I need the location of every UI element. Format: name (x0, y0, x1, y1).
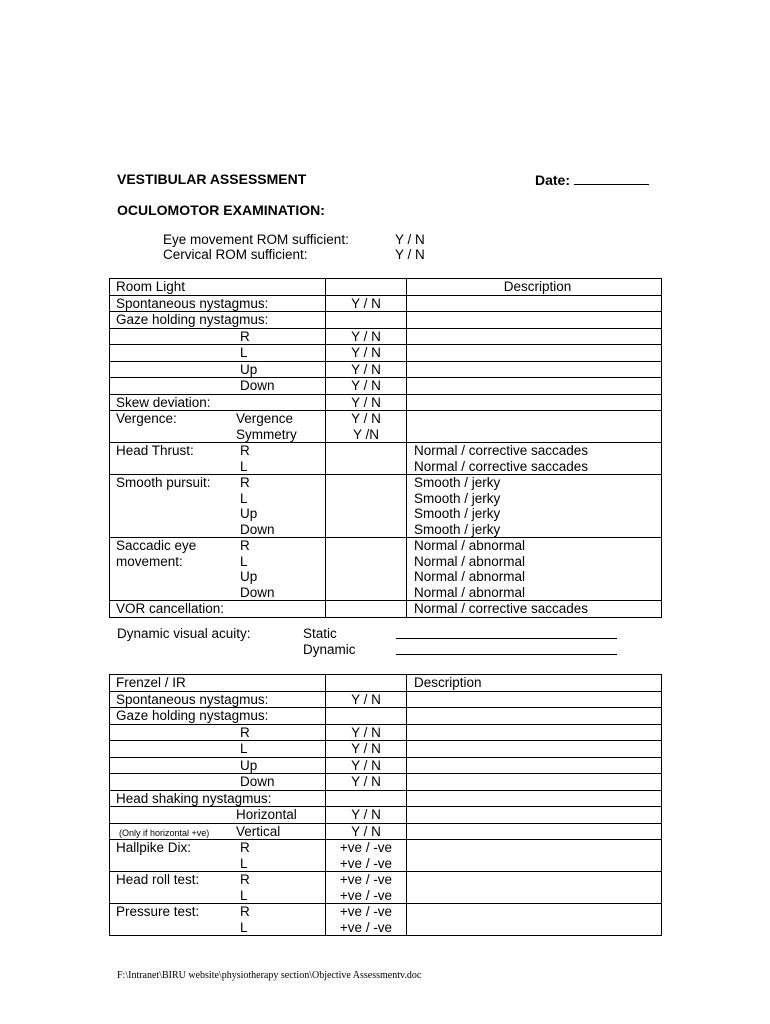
frenzel-description-header: Description (407, 675, 662, 692)
skew-deviation-yn[interactable]: Y / N (326, 394, 407, 411)
f-gaze-down-desc[interactable] (407, 774, 662, 791)
room-light-header: Room Light (110, 279, 326, 296)
symmetry-sub-label: Symmetry (236, 426, 297, 442)
vergence-label: Vergence: (116, 411, 177, 426)
vergence-yn-cell (326, 411, 407, 443)
f-gaze-down-row (110, 774, 326, 791)
f-gaze-up-row (110, 757, 326, 774)
saccadic-down: Down (240, 584, 275, 600)
f-gaze-up-yn[interactable]: Y / N (326, 757, 407, 774)
head-shaking-vertical-label: Vertical (236, 823, 281, 839)
head-roll-val-l[interactable]: +ve / -ve (339, 887, 393, 903)
saccadic-desc-r[interactable]: Normal / abnormal (414, 538, 526, 553)
head-shaking-vertical-desc[interactable] (407, 823, 662, 840)
prelim-value-eye-rom[interactable]: Y / N (395, 232, 425, 247)
f-gaze-empty (326, 708, 407, 725)
gaze-down-desc[interactable] (407, 378, 662, 395)
head-shaking-vertical-row (110, 823, 326, 840)
head-roll-label: Head roll test: (116, 872, 200, 887)
smooth-pursuit-desc-r[interactable]: Smooth / jerky (414, 475, 501, 490)
saccadic-desc-up[interactable]: Normal / abnormal (414, 569, 526, 584)
head-thrust-label: Head Thrust: (116, 443, 194, 458)
pressure-val-l[interactable]: +ve / -ve (339, 919, 393, 935)
gaze-holding-label: Gaze holding nystagmus: (110, 312, 326, 329)
f-gaze-r-desc[interactable] (407, 724, 662, 741)
f-gaze-up-label: Up (240, 757, 258, 773)
head-thrust-cell (110, 443, 326, 475)
gaze-l-yn[interactable]: Y / N (326, 345, 407, 362)
gaze-holding-desc[interactable] (407, 312, 662, 329)
vergence-yn[interactable]: Y / N (351, 411, 381, 426)
frenzel-header: Frenzel / IR (110, 675, 326, 692)
smooth-pursuit-down: Down (240, 521, 275, 537)
hallpike-cell (110, 840, 326, 872)
gaze-down-label: Down (240, 378, 275, 393)
f-gaze-l-label: L (240, 741, 248, 756)
head-roll-cell (110, 872, 326, 904)
saccadic-up: Up (240, 569, 258, 584)
f-spontaneous-desc[interactable] (407, 691, 662, 708)
head-thrust-desc-l[interactable]: Normal / corrective saccades (414, 458, 589, 474)
smooth-pursuit-desc-l[interactable]: Smooth / jerky (414, 490, 501, 506)
smooth-pursuit-l: L (240, 490, 248, 506)
hallpike-label: Hallpike Dix: (116, 840, 192, 855)
saccadic-label-1: Saccadic eye (116, 538, 197, 553)
f-gaze-r-row (110, 724, 326, 741)
dva-static-label: Static (303, 626, 337, 641)
head-shaking-horizontal-row (110, 807, 326, 824)
smooth-pursuit-r: R (240, 475, 250, 490)
gaze-down-row (110, 378, 326, 395)
f-gaze-desc[interactable] (407, 708, 662, 725)
section-title: OCULOMOTOR EXAMINATION: (117, 202, 325, 218)
saccadic-label-2: movement: (116, 553, 183, 569)
vor-cancellation-yn[interactable] (326, 601, 407, 618)
dva-dynamic-label: Dynamic (303, 642, 356, 657)
date-field[interactable] (535, 171, 649, 188)
saccadic-cell (110, 538, 326, 601)
head-roll-val-r[interactable]: +ve / -ve (339, 872, 393, 887)
vor-cancellation-desc[interactable]: Normal / corrective saccades (407, 601, 662, 618)
f-gaze-l-desc[interactable] (407, 741, 662, 758)
f-gaze-up-desc[interactable] (407, 757, 662, 774)
f-gaze-l-yn[interactable]: Y / N (326, 741, 407, 758)
room-light-header-col2 (326, 279, 407, 296)
pressure-val-cell (326, 904, 407, 936)
f-gaze-down-label: Down (240, 774, 275, 789)
f-spontaneous-label: Spontaneous nystagmus: (110, 691, 326, 708)
f-gaze-label: Gaze holding nystagmus: (110, 708, 326, 725)
pressure-val-r[interactable]: +ve / -ve (339, 904, 393, 919)
symmetry-yn[interactable]: Y /N (352, 426, 379, 442)
head-shaking-empty (326, 790, 407, 807)
head-thrust-desc-r[interactable]: Normal / corrective saccades (414, 443, 589, 458)
spontaneous-nystagmus-label: Spontaneous nystagmus: (110, 295, 326, 312)
head-roll-r: R (240, 872, 250, 887)
frenzel-header-col2 (326, 675, 407, 692)
vergence-desc[interactable] (407, 411, 662, 443)
date-label: Date: (535, 172, 571, 188)
gaze-r-label: R (240, 328, 250, 344)
gaze-up-label: Up (240, 361, 258, 377)
head-shaking-label: Head shaking nystagmus: (110, 790, 326, 807)
smooth-pursuit-desc-up[interactable]: Smooth / jerky (414, 506, 501, 521)
vergence-sub-label: Vergence (236, 411, 294, 426)
saccadic-l: L (240, 553, 248, 569)
dva-static-blank[interactable] (396, 638, 617, 639)
prelim-label-cervical-rom: Cervical ROM sufficient: (163, 247, 308, 262)
f-spontaneous-yn[interactable]: Y / N (326, 691, 407, 708)
head-shaking-vertical-yn[interactable]: Y / N (326, 823, 407, 840)
saccadic-desc-l[interactable]: Normal / abnormal (414, 553, 526, 569)
head-thrust-r: R (240, 443, 250, 458)
head-shaking-horizontal-yn[interactable]: Y / N (326, 807, 407, 824)
head-shaking-horizontal-label: Horizontal (236, 807, 297, 822)
smooth-pursuit-desc-cell (407, 475, 662, 538)
smooth-pursuit-yn[interactable] (326, 475, 407, 538)
f-gaze-r-label: R (240, 724, 250, 740)
footer-file-path: F:\Intranet\BIRU website\physiotherapy section\Objective Assessmentv.doc (117, 970, 422, 981)
saccadic-desc-cell (407, 538, 662, 601)
smooth-pursuit-label: Smooth pursuit: (116, 475, 211, 490)
frenzel-table (109, 674, 662, 936)
hallpike-desc[interactable] (407, 840, 662, 872)
f-gaze-down-yn[interactable]: Y / N (326, 774, 407, 791)
vor-cancellation-label: VOR cancellation: (110, 601, 326, 618)
head-thrust-desc-cell (407, 443, 662, 475)
head-thrust-l: L (240, 458, 248, 474)
head-shaking-horizontal-desc[interactable] (407, 807, 662, 824)
spontaneous-nystagmus-desc[interactable] (407, 295, 662, 312)
gaze-l-desc[interactable] (407, 345, 662, 362)
dva-label: Dynamic visual acuity: (117, 626, 251, 641)
gaze-r-desc[interactable] (407, 328, 662, 345)
smooth-pursuit-up: Up (240, 506, 258, 521)
date-blank[interactable] (574, 171, 649, 185)
head-roll-desc[interactable] (407, 872, 662, 904)
spontaneous-nystagmus-yn[interactable]: Y / N (326, 295, 407, 312)
skew-deviation-label: Skew deviation: (110, 394, 326, 411)
pressure-r: R (240, 904, 250, 919)
pressure-label: Pressure test: (116, 904, 200, 919)
f-gaze-r-yn[interactable]: Y / N (326, 724, 407, 741)
pressure-cell (110, 904, 326, 936)
prelim-value-cervical-rom[interactable]: Y / N (395, 247, 425, 262)
head-roll-val-cell (326, 872, 407, 904)
vergence-cell (110, 411, 326, 443)
document-title: VESTIBULAR ASSESSMENT (117, 171, 307, 187)
hallpike-val-l[interactable]: +ve / -ve (339, 855, 393, 871)
saccadic-r: R (240, 538, 250, 553)
head-thrust-yn[interactable] (326, 443, 407, 475)
skew-deviation-desc[interactable] (407, 394, 662, 411)
dva-dynamic-blank[interactable] (396, 654, 617, 655)
gaze-up-yn[interactable]: Y / N (326, 361, 407, 378)
hallpike-r: R (240, 840, 250, 855)
prelim-label-eye-rom: Eye movement ROM sufficient: (163, 232, 349, 247)
gaze-up-desc[interactable] (407, 361, 662, 378)
saccadic-desc-down[interactable]: Normal / abnormal (414, 584, 526, 600)
hallpike-l: L (240, 855, 248, 871)
gaze-l-row (110, 345, 326, 362)
hallpike-val-cell (326, 840, 407, 872)
smooth-pursuit-desc-down[interactable]: Smooth / jerky (414, 521, 501, 537)
smooth-pursuit-cell (110, 475, 326, 538)
head-roll-l: L (240, 887, 248, 903)
f-gaze-l-row (110, 741, 326, 758)
hallpike-val-r[interactable]: +ve / -ve (339, 840, 393, 855)
gaze-l-label: L (240, 345, 248, 360)
room-light-description-header: Description (407, 279, 662, 296)
gaze-down-yn[interactable]: Y / N (326, 378, 407, 395)
gaze-up-row (110, 361, 326, 378)
only-if-horizontal-note: (Only if horizontal +ve) (119, 827, 210, 838)
gaze-r-row (110, 328, 326, 345)
room-light-table (109, 278, 662, 618)
pressure-desc[interactable] (407, 904, 662, 936)
gaze-holding-empty (326, 312, 407, 329)
gaze-r-yn[interactable]: Y / N (326, 328, 407, 345)
saccadic-yn[interactable] (326, 538, 407, 601)
pressure-l: L (240, 919, 248, 935)
head-shaking-desc[interactable] (407, 790, 662, 807)
